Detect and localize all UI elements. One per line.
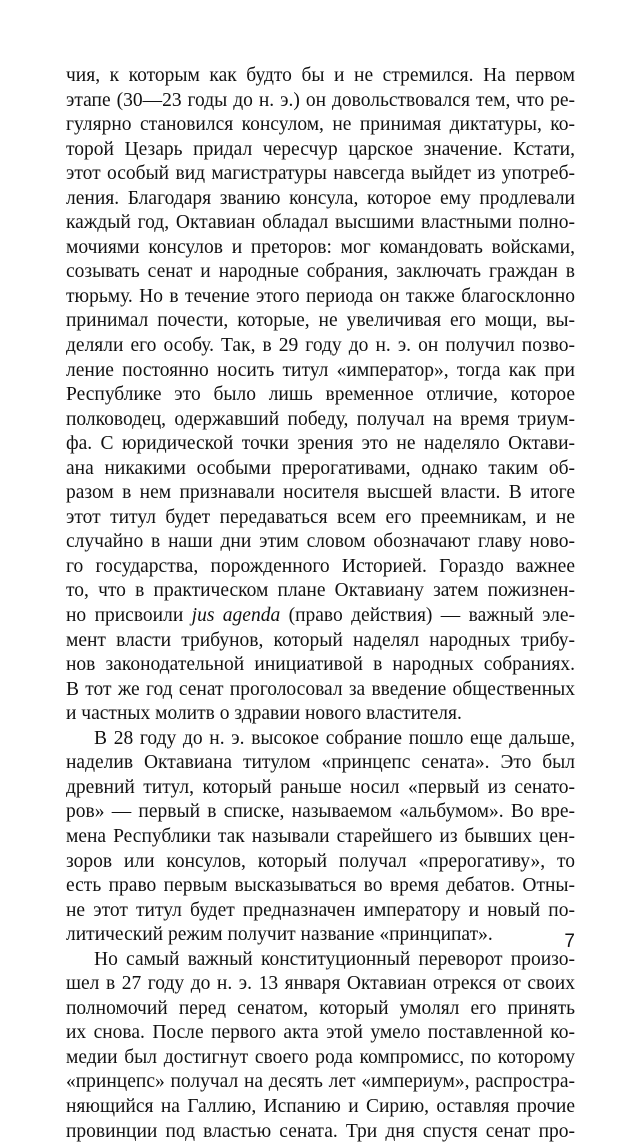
- text-line: провинции под властью сената. Три дня спустя сенат про-: [66, 1120, 575, 1142]
- text-line: разом в нем признавали носителя высшей власти. В итоге: [66, 482, 575, 504]
- text-line: мена Республики так называли старейшего из бывших цен-: [66, 825, 575, 847]
- text-line: и частных молитв о здравии нового властителя.: [66, 703, 462, 725]
- text-line: литический режим получит название «принципат».: [66, 924, 493, 946]
- text-line: ров» — первый в списке, называемом «альбумом». Во вре-: [66, 801, 575, 823]
- text-line: Но самый важный конституционный переворот произо-: [94, 948, 575, 970]
- text-line: то, что в практическом плане Октавиану затем пожизнен-: [66, 580, 575, 602]
- text-line: «принцепс» получал на десять лет «империум», распростра-: [66, 1071, 575, 1093]
- text-line: деляли его особу. Так, в 29 году до н. э. он получил позво-: [66, 335, 575, 357]
- text-line: этот особый вид магистратуры навсегда выйдет из употреб-: [66, 163, 575, 185]
- text-line: их снова. После первого акта этой умело поставленной ко-: [66, 1022, 575, 1044]
- text-line: тюрьму. Но в течение этого периода он также благосклонно: [66, 285, 575, 307]
- text-segment: (право действия) — важный эле-: [280, 605, 575, 627]
- text-line: гулярно становился консулом, не принимая диктатуры, ко-: [66, 114, 575, 136]
- text-line: медии был достигнут своего рода компромисс, по которому: [66, 1046, 575, 1068]
- text-line: ана никакими особыми прерогативами, однако таким об-: [66, 457, 575, 479]
- latin-term: jus agenda: [191, 605, 281, 627]
- text-line: шел в 27 году до н. э. 13 января Октавиан отрекся от своих: [66, 973, 575, 995]
- text-line: не этот титул будет предназначен императору и новый по-: [66, 899, 575, 921]
- text-line: мент власти трибунов, который наделял народных трибу-: [66, 629, 575, 651]
- text-line: ление постоянно носить титул «император», тогда как при: [66, 359, 575, 381]
- text-line: ления. Благодаря званию консула, которое ему продлевали: [66, 187, 575, 209]
- text-line: Республике это было лишь временное отличие, которое: [66, 384, 575, 406]
- text-line: случайно в наши дни этим словом обозначают главу ново-: [66, 531, 575, 553]
- text-line: зоров или консулов, который получал «прерогативу», то: [66, 850, 575, 872]
- text-line: го государства, порожденного Историей. Гораздо важнее: [66, 555, 575, 577]
- text-line: принимал почести, которые, не увеличивая его мощи, вы-: [66, 310, 575, 332]
- text-line: полномочий перед сенатом, который умолял его принять: [66, 997, 575, 1019]
- text-line: няющийся на Галлию, Испанию и Сирию, оставляя прочие: [66, 1095, 575, 1117]
- text-line: нов законодательной инициативой в народных собраниях.: [66, 654, 575, 676]
- text-line: каждый год, Октавиан обладал высшими властными полно-: [66, 212, 575, 234]
- text-line: торой Цезарь придал чересчур царское значение. Кстати,: [66, 138, 575, 160]
- text-line: В 28 году до н. э. высокое собрание пошло еще дальше,: [94, 727, 575, 749]
- text-line-with-italic: [66, 604, 575, 629]
- text-line: древний титул, который раньше носил «первый из сенато-: [66, 776, 575, 798]
- body-text: [66, 64, 575, 1144]
- text-line: фа. С юридической точки зрения это не наделяло Октави-: [66, 433, 575, 455]
- page-number: 7: [564, 931, 575, 952]
- text-line: есть право первым высказываться во время дебатов. Отны-: [66, 875, 575, 897]
- text-line: полководец, одержавший победу, получал на время триум-: [66, 408, 575, 430]
- text-line: В тот же год сенат проголосовал за введение общественных: [66, 678, 575, 700]
- text-line: чия, к которым как будто бы и не стремился. На первом: [66, 65, 575, 86]
- text-line: созывать сенат и народные собрания, заключать граждан в: [66, 261, 575, 283]
- text-segment: но присвоили: [66, 605, 192, 627]
- text-line: наделив Октавиана титулом «принцепс сената». Это был: [66, 752, 575, 774]
- text-line: этот титул будет передаваться всем его преемникам, и не: [66, 506, 575, 528]
- text-line: этапе (30—23 годы до н. э.) он довольствовался тем, что ре-: [66, 89, 575, 111]
- text-line: мочиями консулов и преторов: мог командовать войсками,: [66, 236, 575, 258]
